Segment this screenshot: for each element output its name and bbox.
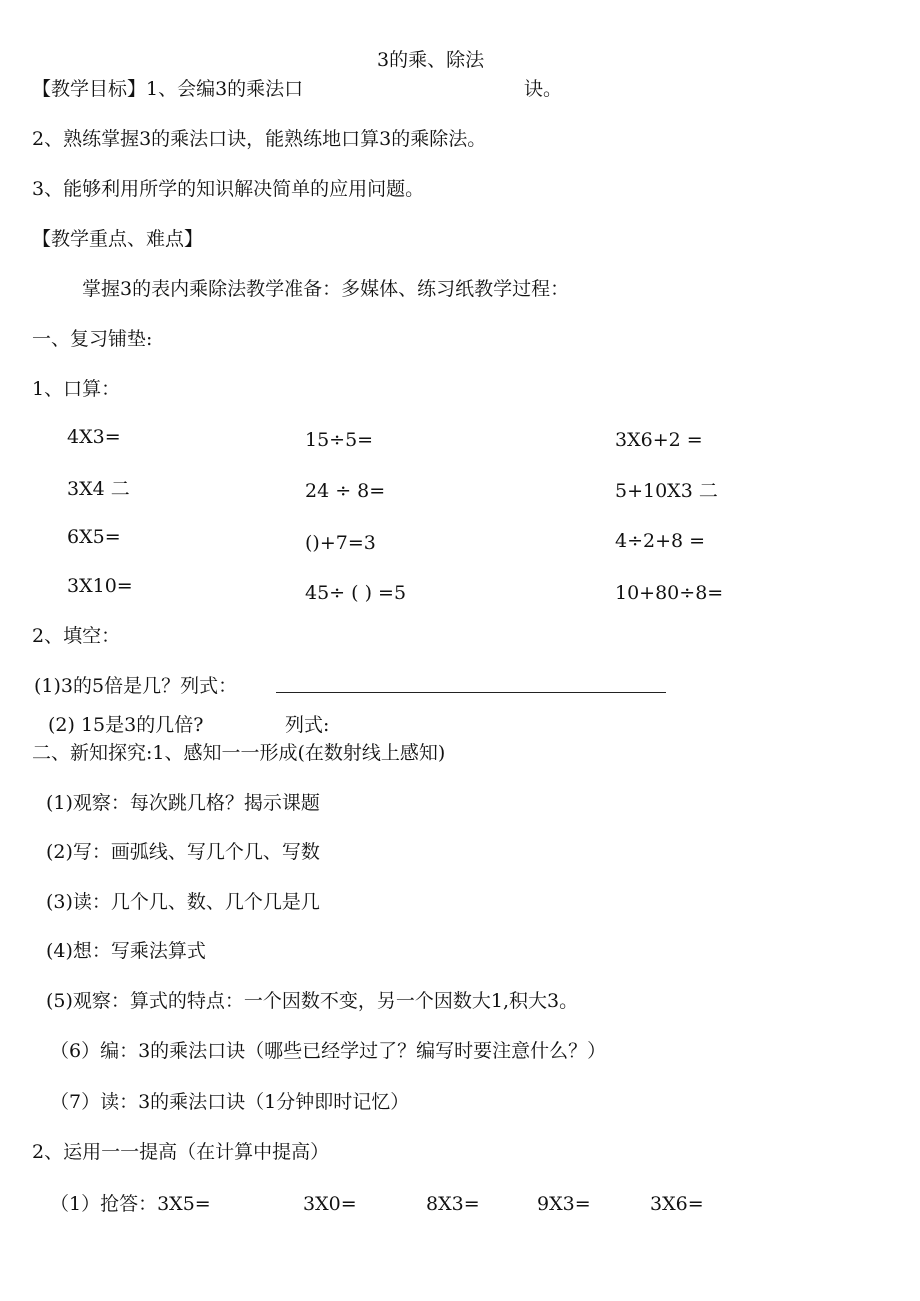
- calc-item: 24 ÷ 8=: [305, 480, 386, 502]
- quick-answer-item: 3X0=: [303, 1193, 357, 1215]
- answer-blank: [276, 692, 666, 693]
- calc-item: 3X4 二: [67, 478, 130, 500]
- explore-step: (2)写：画弧线、写几个几、写数: [46, 841, 320, 863]
- explore-step: （6）编：3的乘法口诀（哪些已经学过了？编写时要注意什么？）: [50, 1040, 607, 1062]
- calc-item: 4X3=: [67, 426, 121, 448]
- goal-line-1: 【教学目标】1、会编3的乘法口: [32, 78, 304, 100]
- calc-item: 45÷ ( ) =5: [305, 582, 407, 604]
- fill-title: 2、填空：: [32, 625, 121, 647]
- calc-item: 4÷2+8 =: [615, 530, 706, 552]
- explore-step: (5)观察：算式的特点：一个因数不变，另一个因数大1,积大3。: [46, 990, 579, 1012]
- oral-calc-title: 1、口算：: [32, 378, 121, 400]
- page-title: 3的乘、除法: [377, 49, 485, 71]
- goal-line-1-tail: 诀。: [524, 78, 563, 100]
- calc-item: 3X6+2 =: [615, 429, 703, 451]
- key-points-body: 掌握3的表内乘除法教学准备：多媒体、练习纸教学过程：: [82, 278, 570, 300]
- explore-step: (4)想：写乘法算式: [46, 940, 206, 962]
- fill-question-2-lead: 列式:: [285, 714, 330, 736]
- fill-question-1: (1)3的5倍是几？列式：: [34, 675, 238, 697]
- calc-item: 5+10X3 二: [615, 480, 718, 502]
- quick-answer-label: （1）抢答：3X5=: [50, 1193, 211, 1215]
- calc-item: 3X10=: [67, 575, 133, 597]
- fill-question-2: (2) 15是3的几倍?: [48, 714, 204, 736]
- review-heading: 一、复习铺垫:: [32, 328, 153, 350]
- calc-row-clipped: [295, 570, 895, 604]
- key-points-heading: 【教学重点、难点】: [32, 228, 204, 250]
- calc-item: ()+7=3: [305, 532, 376, 554]
- quick-answer-item: 8X3=: [426, 1193, 480, 1215]
- explore-step: (3)读：几个几、数、几个几是几: [46, 891, 320, 913]
- quick-answer-item: 9X3=: [537, 1193, 591, 1215]
- quick-answer-item: 3X6=: [650, 1193, 704, 1215]
- calc-item: 10+80÷8=: [615, 582, 724, 604]
- explore-step: （7）读：3的乘法口诀（1分钟即时记忆）: [50, 1091, 410, 1113]
- apply-heading: 2、运用一一提高（在计算中提高）: [32, 1141, 330, 1163]
- goal-line-3: 3、能够利用所学的知识解决简单的应用问题。: [32, 178, 425, 200]
- calc-item: 15÷5=: [305, 429, 374, 451]
- goal-line-2: 2、熟练掌握3的乘法口诀，能熟练地口算3的乘除法。: [32, 128, 487, 150]
- calc-item: 6X5=: [67, 526, 121, 548]
- explore-step: (1)观察：每次跳几格？揭示课题: [46, 792, 320, 814]
- explore-heading: 二、新知探究:1、感知一一形成(在数射线上感知): [32, 742, 446, 764]
